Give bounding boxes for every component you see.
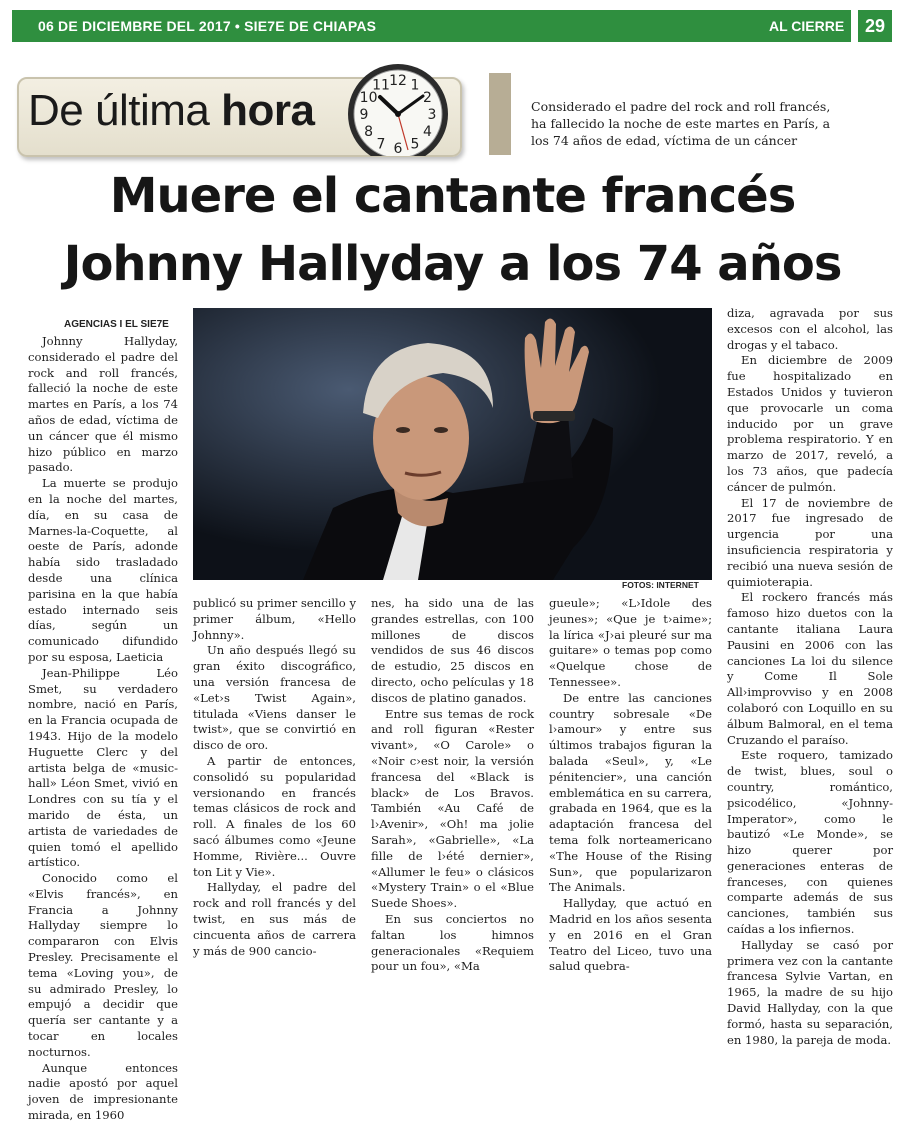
article-column-5 [727, 306, 893, 1048]
clock-numeral: 11 [372, 77, 390, 94]
article-paragraph: nes, ha sido una de las grandes estrellas, con 100 millones de discos vendidos de sus 46 discos de estudio, 25 discos en directo, ocho películas y 18 discos de platino ganados. [371, 596, 534, 705]
article-column-4 [549, 596, 712, 975]
article-paragraph: Entre sus temas de rock and roll figuran «Rester vivant», «O Carole» o «Noir c›est noir, la versión francesa del «Black is black» de Los Bravos. También «Au Café de l›Avenir», «Oh! ma jolie Sarah», «Gabrielle», «La fille de l›été dernier», «Allumer le feu» o clásicos «Mystery Train» o el «Blue Suede Shoes». [371, 706, 534, 911]
article-paragraph: En sus conciertos no faltan los himnos generacionales «Requiem pour un fou», «Ma [371, 911, 534, 974]
clock-numeral: 4 [422, 124, 432, 140]
article-paragraph: gueule»; «L›Idole des jeunes»; «Que je t›aime»; la lírica «J›ai pleuré sur ma guitare» o temas pop como «Quelque chose de Tennessee». [549, 596, 712, 689]
article-column-2 [193, 596, 356, 959]
headline-line-1: Muere el cantante francés [109, 168, 796, 224]
header-date-section: 06 DE DICIEMBRE DEL 2017 • SIE7E DE CHIAPAS [38, 18, 377, 34]
article-paragraph: Jean-Philippe Léo Smet, su verdadero nombre, nació en París, en la Francia ocupada de 1943. Hijo de la modelo Huguette Clerc y del artista belga de «music-hall» Léon Smet, vivió en Londres con su tía y el marido de ésta, un artista de variedades de quien tomó el apellido artístico. [28, 665, 178, 870]
clock-numeral: 7 [376, 136, 386, 153]
clock-graphic [340, 64, 456, 156]
article-deck: Considerado el padre del rock and roll francés, ha fallecido la noche de este martes en París, a los 74 años de edad, víctima de un cáncer [531, 99, 831, 148]
article-paragraph: La muerte se produjo en la noche del martes, día, en su casa de Marnes-la-Coquette, al oeste de París, adonde había sido trasladado desde una clínica parisina en la que había estado internado seis días, según un comunicado difundido por su esposa, Laeticia [28, 476, 178, 664]
article-paragraph: En diciembre de 2009 fue hospitalizado en Estados Unidos y tuvieron que provocarle un coma inducido por un grave problema respiratorio. Y en marzo de 2017, reveló, a los 73 años, que padecía cáncer de pulmón. [727, 353, 893, 494]
article-paragraph: diza, agravada por sus excesos con el alcohol, las drogas y el tabaco. [727, 306, 893, 352]
banner-title-bold: hora [221, 86, 315, 135]
article-paragraph: El rockero francés más famoso hizo duetos con la cantante italiana Laura Pausini en 2006 con las canciones La loi du silence y Come Il Sole All›improvviso y en 2008 colaboró con Loquillo en su álbum Balmoral, en el tema Cruzando el paraíso. [727, 590, 893, 747]
headline-line-2: Johnny Hallyday a los 74 años [63, 236, 842, 292]
article-photo [193, 308, 712, 580]
clock-numeral: 8 [364, 124, 374, 140]
article-paragraph: Johnny Hallyday, considerado el padre del rock and roll francés, falleció la noche de este martes en París, a los 74 años de edad, víctima de un cáncer que él mismo hizo público en marzo pasado. [28, 334, 178, 475]
clock-numeral: 5 [410, 136, 420, 153]
article-paragraph: Este roquero, tamizado de twist, blues, soul o country, romántico, psicodélico, «Johnny-Imperator», como le bautizó «Le Monde», se hizo querer por generaciones enteras de franceses, con quienes comparte además de sus canciones, también sus caídas a los infiernos. [727, 748, 893, 937]
article-paragraph: El 17 de noviembre de 2017 fue ingresado de urgencia por una insuficiencia respiratoria y recibió una nueva sesión de quimioterapia. [727, 495, 893, 589]
article-paragraph: Aunque entonces nadie apostó por aquel joven de impresionante mirada, en 1960 [28, 1060, 178, 1123]
article-paragraph: Conocido como el «Elvis francés», en Francia a Johnny Hallyday siempre lo compararon con Elvis Presley. Precisamente el tema «Loving you», de su admirado Presley, lo empujó a decidir que quería ser cantante y a tocar en locales nocturnos. [28, 871, 178, 1059]
banner-divider [489, 73, 511, 155]
article-paragraph: Hallyday, el padre del rock and roll francés y del twist, en sus más de cincuenta años de carrera y más de 900 cancio- [193, 880, 356, 958]
clock-numeral: 3 [427, 107, 437, 123]
article-paragraph: A partir de entonces, consolidó su popularidad versionando en francés temas clásicos de rock and roll. A finales de los 60 sacó álbumes como «Jeune Homme, Rivière... Ouvre ton Lit y Vie». [193, 753, 356, 879]
article-column-3 [371, 596, 534, 975]
article-column-1 [28, 334, 178, 1124]
clock-icon [340, 64, 456, 156]
photo-credit: FOTOS: INTERNET [622, 580, 699, 590]
clock-numeral: 6 [393, 141, 403, 156]
article-paragraph: De entre las canciones country sobresale «De l›amour» y entre sus últimos trabajos figuran la balada «Seul», y, «Le pénitencier», una canción emblemática en su carrera, grabada en 1964, que es la adaptación francesa del tema folk norteamericano «The House of the Rising Sun», que popularizaron The Animals. [549, 690, 712, 895]
byline: AGENCIAS I EL SIE7E [64, 319, 169, 330]
photo-illustration [193, 308, 712, 580]
article-paragraph: Un año después llegó su gran éxito discográfico, una versión francesa de «Let›s Twist Again», titulada «Viens danser le twist», que se convirtió en disco de oro. [193, 643, 356, 753]
clock-numeral: 2 [422, 90, 432, 106]
banner-title [28, 86, 314, 136]
clock-numeral: 10 [359, 90, 378, 106]
banner-title-light: De última [28, 86, 222, 135]
article-paragraph: publicó su primer sencillo y primer álbum, «Hello Johnny». [193, 596, 356, 642]
page-number: 29 [858, 10, 892, 42]
clock-numeral: 1 [410, 77, 420, 94]
article-paragraph: Hallyday, que actuó en Madrid en los años sesenta y en 2016 en el Gran Teatro del Liceo, tuvo una salud quebra- [549, 896, 712, 974]
article-paragraph: Hallyday se casó por primera vez con la cantante francesa Sylvie Vartan, en 1965, la madre de su hijo David Hallyday, con la que formó, hasta su separación, en 1980, la pareja de moda. [727, 937, 893, 1047]
header-section-name: AL CIERRE [769, 18, 845, 34]
clock-numeral: 12 [389, 73, 407, 89]
clock-numeral: 9 [359, 107, 369, 123]
